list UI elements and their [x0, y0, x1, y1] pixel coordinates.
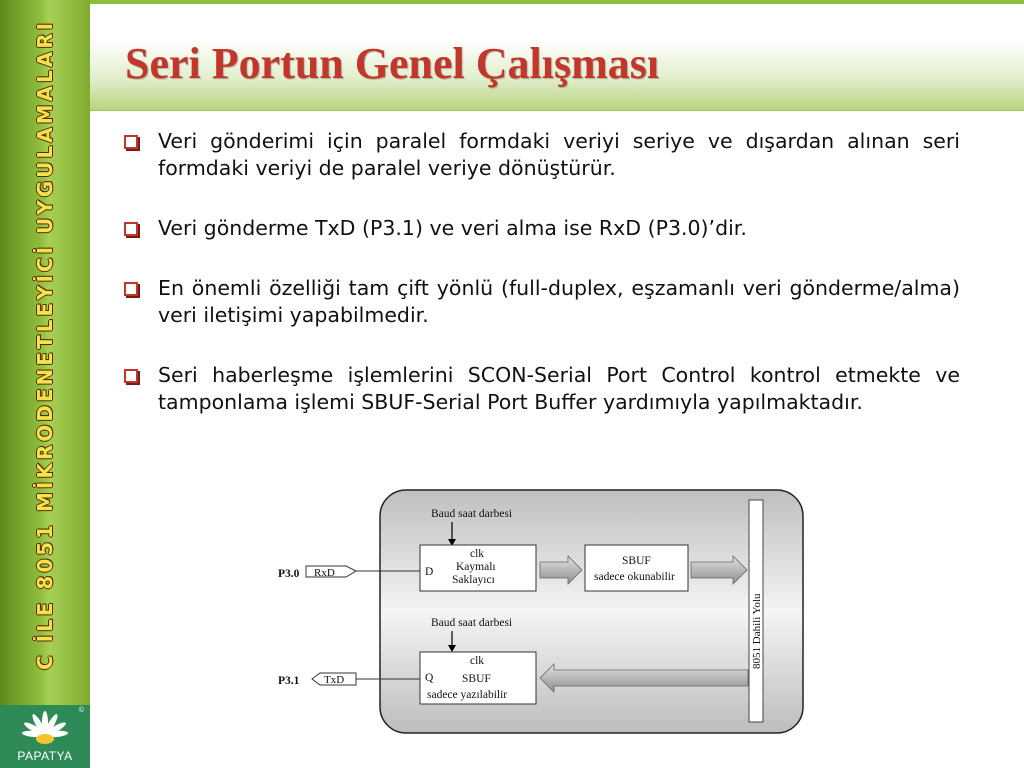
rx-sbuf-desc: sadece okunabilir: [594, 571, 675, 583]
rx-sbuf-name: SBUF: [622, 555, 651, 567]
tx-clk-label: clk: [470, 655, 485, 667]
tx-sbuf-desc: sadece yazılabilir: [427, 689, 508, 701]
vertical-course-title: C İLE 8051 MİKRODENETLEYİCİ UYGULAMALARI: [33, 19, 57, 671]
square-bullet-icon: [124, 282, 138, 296]
bullet-item: [120, 275, 960, 329]
bullet-text: Seri haberleşme işlemlerini SCON-Serial Port Control kontrol etmekte ve tamponlama işlemi SBUF-Serial Port Buffer yardımıyla yapılmaktadır.: [158, 363, 960, 414]
bullet-item: [120, 215, 960, 242]
square-bullet-icon: [124, 222, 138, 236]
tx-sbuf-name: SBUF: [462, 673, 491, 685]
rx-shift-name-2: Saklayıcı: [452, 574, 495, 586]
bullet-text: Veri gönderimi için paralel formdaki veriyi seriye ve dışardan alınan seri formdaki veriyi de paralel veriye dönüştürür.: [158, 129, 960, 180]
tx-port-label: Q: [425, 672, 434, 684]
square-bullet-icon: [124, 135, 138, 149]
bullet-item: [120, 128, 960, 182]
publisher-logo: [0, 705, 90, 768]
tx-baud-clock-label: Baud saat darbesi: [431, 617, 513, 629]
tx-pin-label: P3.1: [278, 675, 300, 687]
square-bullet-icon: [124, 369, 138, 383]
rx-shift-clk-label: clk: [470, 548, 485, 560]
bullet-item: [120, 362, 960, 416]
rx-pin-label: P3.0: [278, 568, 300, 580]
title-band-top-line: [90, 0, 1024, 4]
tx-signal-label: TxD: [324, 674, 345, 686]
bullet-list: [120, 128, 960, 416]
bullet-text: Veri gönderme TxD (P3.1) ve veri alma ise RxD (P3.0)’dir.: [158, 216, 747, 240]
serial-port-diagram: [272, 488, 812, 738]
bullet-text: En önemli özelliği tam çift yönlü (full-duplex, eşzamanlı veri gönderme/alma) veri iletişimi yapabilmedir.: [158, 276, 960, 327]
rx-signal-label: RxD: [314, 567, 335, 579]
rx-shift-name-1: Kaymalı: [456, 561, 496, 573]
rx-sbuf-box: [585, 545, 688, 591]
sidebar: [0, 0, 90, 705]
copyright-mark: ©: [78, 707, 84, 714]
page-title: Seri Portun Genel Çalışması: [125, 39, 660, 88]
internal-bus-label: 8051 Dahili Yolu: [751, 593, 763, 669]
rx-shift-port-label: D: [425, 566, 434, 578]
daisy-flower-icon: [12, 709, 78, 749]
rx-baud-clock-label: Baud saat darbesi: [431, 508, 513, 520]
logo-text: PAPATYA: [17, 749, 73, 763]
